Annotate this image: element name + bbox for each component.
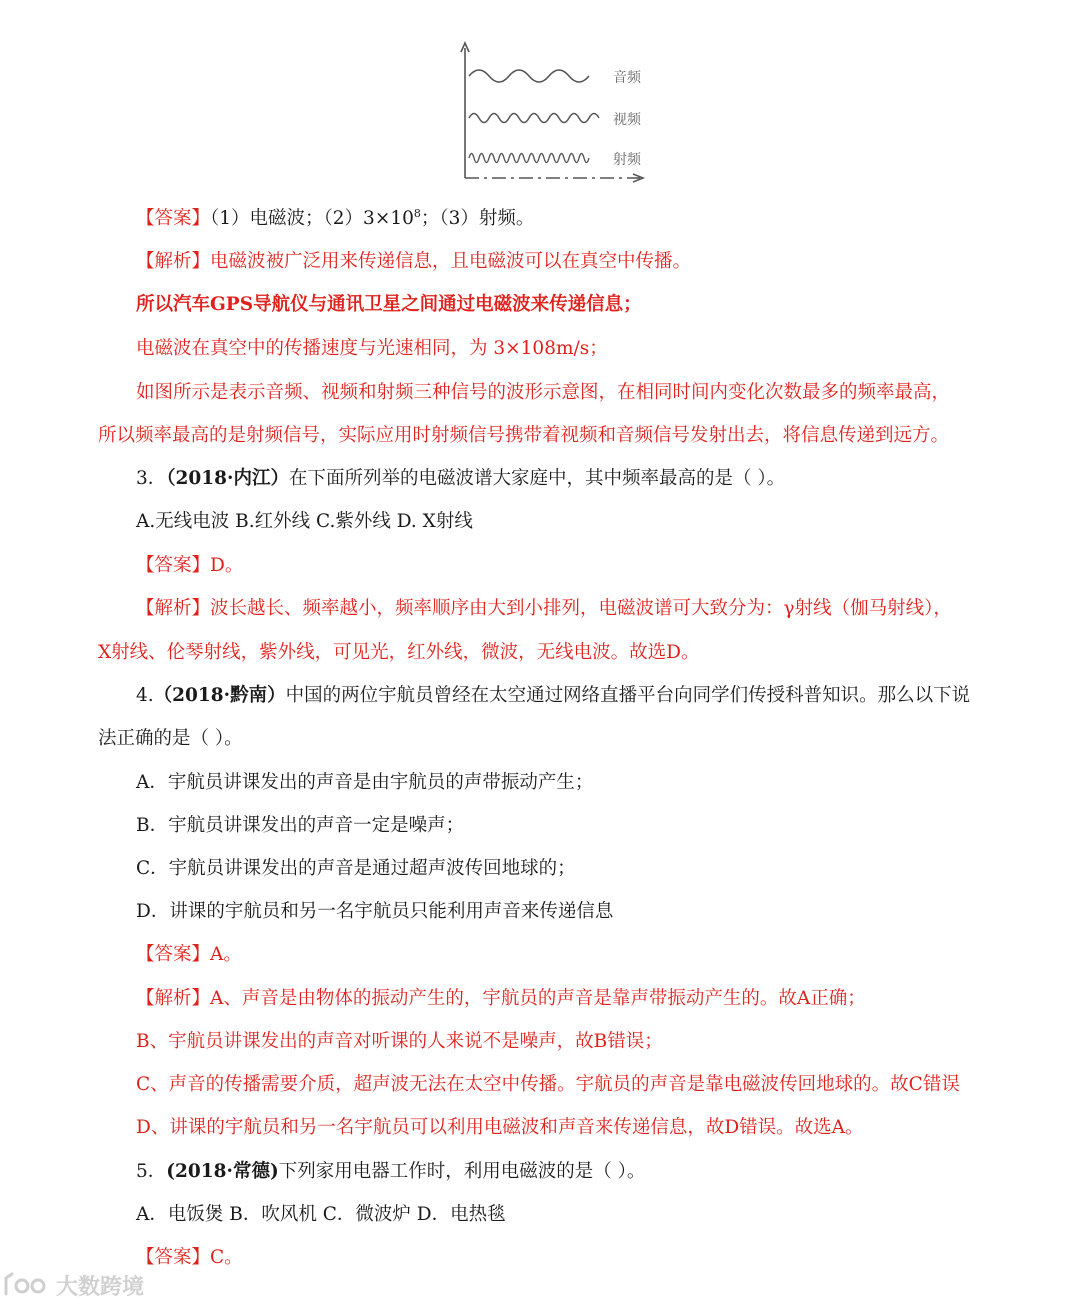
q2-analysis-text1: 电磁波被广泛用来传递信息，且电磁波可以在真空中传播。 — [210, 251, 692, 272]
answer-tag: 【答案】 — [136, 1247, 211, 1268]
q4-option-a: A．宇航员讲课发出的声音是由宇航员的声带振动产生； — [136, 772, 594, 793]
q3-answer-value: D。 — [210, 555, 244, 576]
radio-wave — [469, 154, 589, 163]
q4-option-c: C．宇航员讲课发出的声音是通过超声波传回地球的； — [136, 858, 576, 879]
answer-tag: 【答案】 — [136, 944, 211, 965]
q3-stem — [136, 466, 785, 492]
q2-analysis-line5: 所以频率最高的是射频信号，实际应用时射频信号携带着视频和音频信号发射出去，将信息传递到远方。 — [98, 425, 950, 446]
q4-analysis-line4: D、讲课的宇航员和另一名宇航员可以利用电磁波和声音来传递信息，故D错误。故选A。 — [136, 1117, 864, 1138]
watermark — [0, 1268, 144, 1302]
q4-option-d: D．讲课的宇航员和另一名宇航员只能利用声音来传递信息 — [136, 901, 614, 922]
q5-answer-value: C。 — [210, 1247, 243, 1268]
q4-option-b: B．宇航员讲课发出的声音一定是噪声； — [136, 815, 465, 836]
audio-label: 音频 — [613, 70, 641, 86]
q4-answer-value: A。 — [210, 944, 242, 965]
video-wave — [469, 114, 599, 123]
q3-options: A.无线电波 B.红外线 C.紫外线 D. X射线 — [136, 511, 473, 532]
answer-tag: 【答案】 — [136, 208, 211, 229]
q5-options: A．电饭煲 B．吹风机 C．微波炉 D．电热毯 — [136, 1204, 506, 1225]
q4-analysis-line1 — [136, 986, 866, 1012]
analysis-tag: 【解析】 — [136, 251, 211, 272]
radio-label: 射频 — [613, 152, 641, 168]
q3-analysis-line2: X射线、伦琴射线，紫外线，可见光，红外线，微波，无线电波。故选D。 — [98, 642, 700, 663]
q5-answer — [136, 1245, 243, 1271]
q2-analysis-line4: 如图所示是表示音频、视频和射频三种信号的波形示意图，在相同时间内变化次数最多的频率最高， — [136, 382, 951, 403]
q5-stem — [136, 1159, 645, 1185]
watermark-logo-icon — [0, 1270, 52, 1300]
q2-analysis-line1 — [136, 249, 691, 275]
q4-analysis-line3: C、声音的传播需要介质，超声波无法在太空中传播。宇航员的声音是靠电磁波传回地球的。故C错误 — [136, 1074, 960, 1095]
q4-analysis-line2: B、宇航员讲课发出的声音对听课的人来说不是噪声，故B错误； — [136, 1031, 663, 1052]
q2-answer-part1: （1）电磁波；（2）3×10 — [210, 208, 414, 229]
q3-analysis-text1: 波长越长、频率越小，频率顺序由大到小排列，电磁波谱可大致分为：γ射线（伽马射线）， — [210, 598, 952, 619]
q4-stem-line1 — [136, 683, 970, 709]
video-label: 视频 — [613, 112, 641, 128]
q2-analysis-line3: 电磁波在真空中的传播速度与光速相同，为 3×108m/s； — [136, 338, 608, 359]
q2-answer-line — [136, 206, 534, 232]
q5-stem-text: 下列家用电器工作时，利用电磁波的是（ ）。 — [278, 1161, 646, 1182]
q4-stem-line2: 法正确的是（ ）。 — [98, 728, 243, 749]
waveform-figure — [455, 38, 670, 188]
q2-answer-part2: ；（3）射频。 — [420, 208, 535, 229]
q3-answer — [136, 553, 243, 579]
q3-number: 3． — [136, 468, 167, 489]
audio-wave — [469, 70, 589, 82]
q2-analysis-line2: 所以汽车GPS导航仪与通讯卫星之间通过电磁波来传递信息； — [136, 294, 642, 315]
q4-number: 4. — [136, 685, 154, 706]
watermark-text: 大数跨境 — [56, 1274, 145, 1300]
q3-source: （2018·内江） — [166, 468, 289, 489]
q4-source: （2018·黔南） — [153, 685, 286, 706]
q2-answer-sup: 8 — [413, 206, 421, 220]
q5-source: (2018·常德) — [166, 1161, 279, 1182]
q5-number: 5． — [136, 1161, 167, 1182]
q3-stem-text: 在下面所列举的电磁波谱大家庭中，其中频率最高的是（ ）。 — [288, 468, 786, 489]
analysis-tag: 【解析】 — [136, 988, 211, 1009]
analysis-tag: 【解析】 — [136, 598, 211, 619]
q4-analysis-text1: A、声音是由物体的振动产生的，宇航员的声音是靠声带振动产生的。故A正确； — [210, 988, 866, 1009]
q4-stem-text1: 中国的两位宇航员曾经在太空通过网络直播平台向同学们传授科普知识。那么以下说 — [285, 685, 971, 706]
q3-analysis-line1 — [136, 596, 952, 622]
q4-answer — [136, 942, 242, 968]
answer-tag: 【答案】 — [136, 555, 211, 576]
